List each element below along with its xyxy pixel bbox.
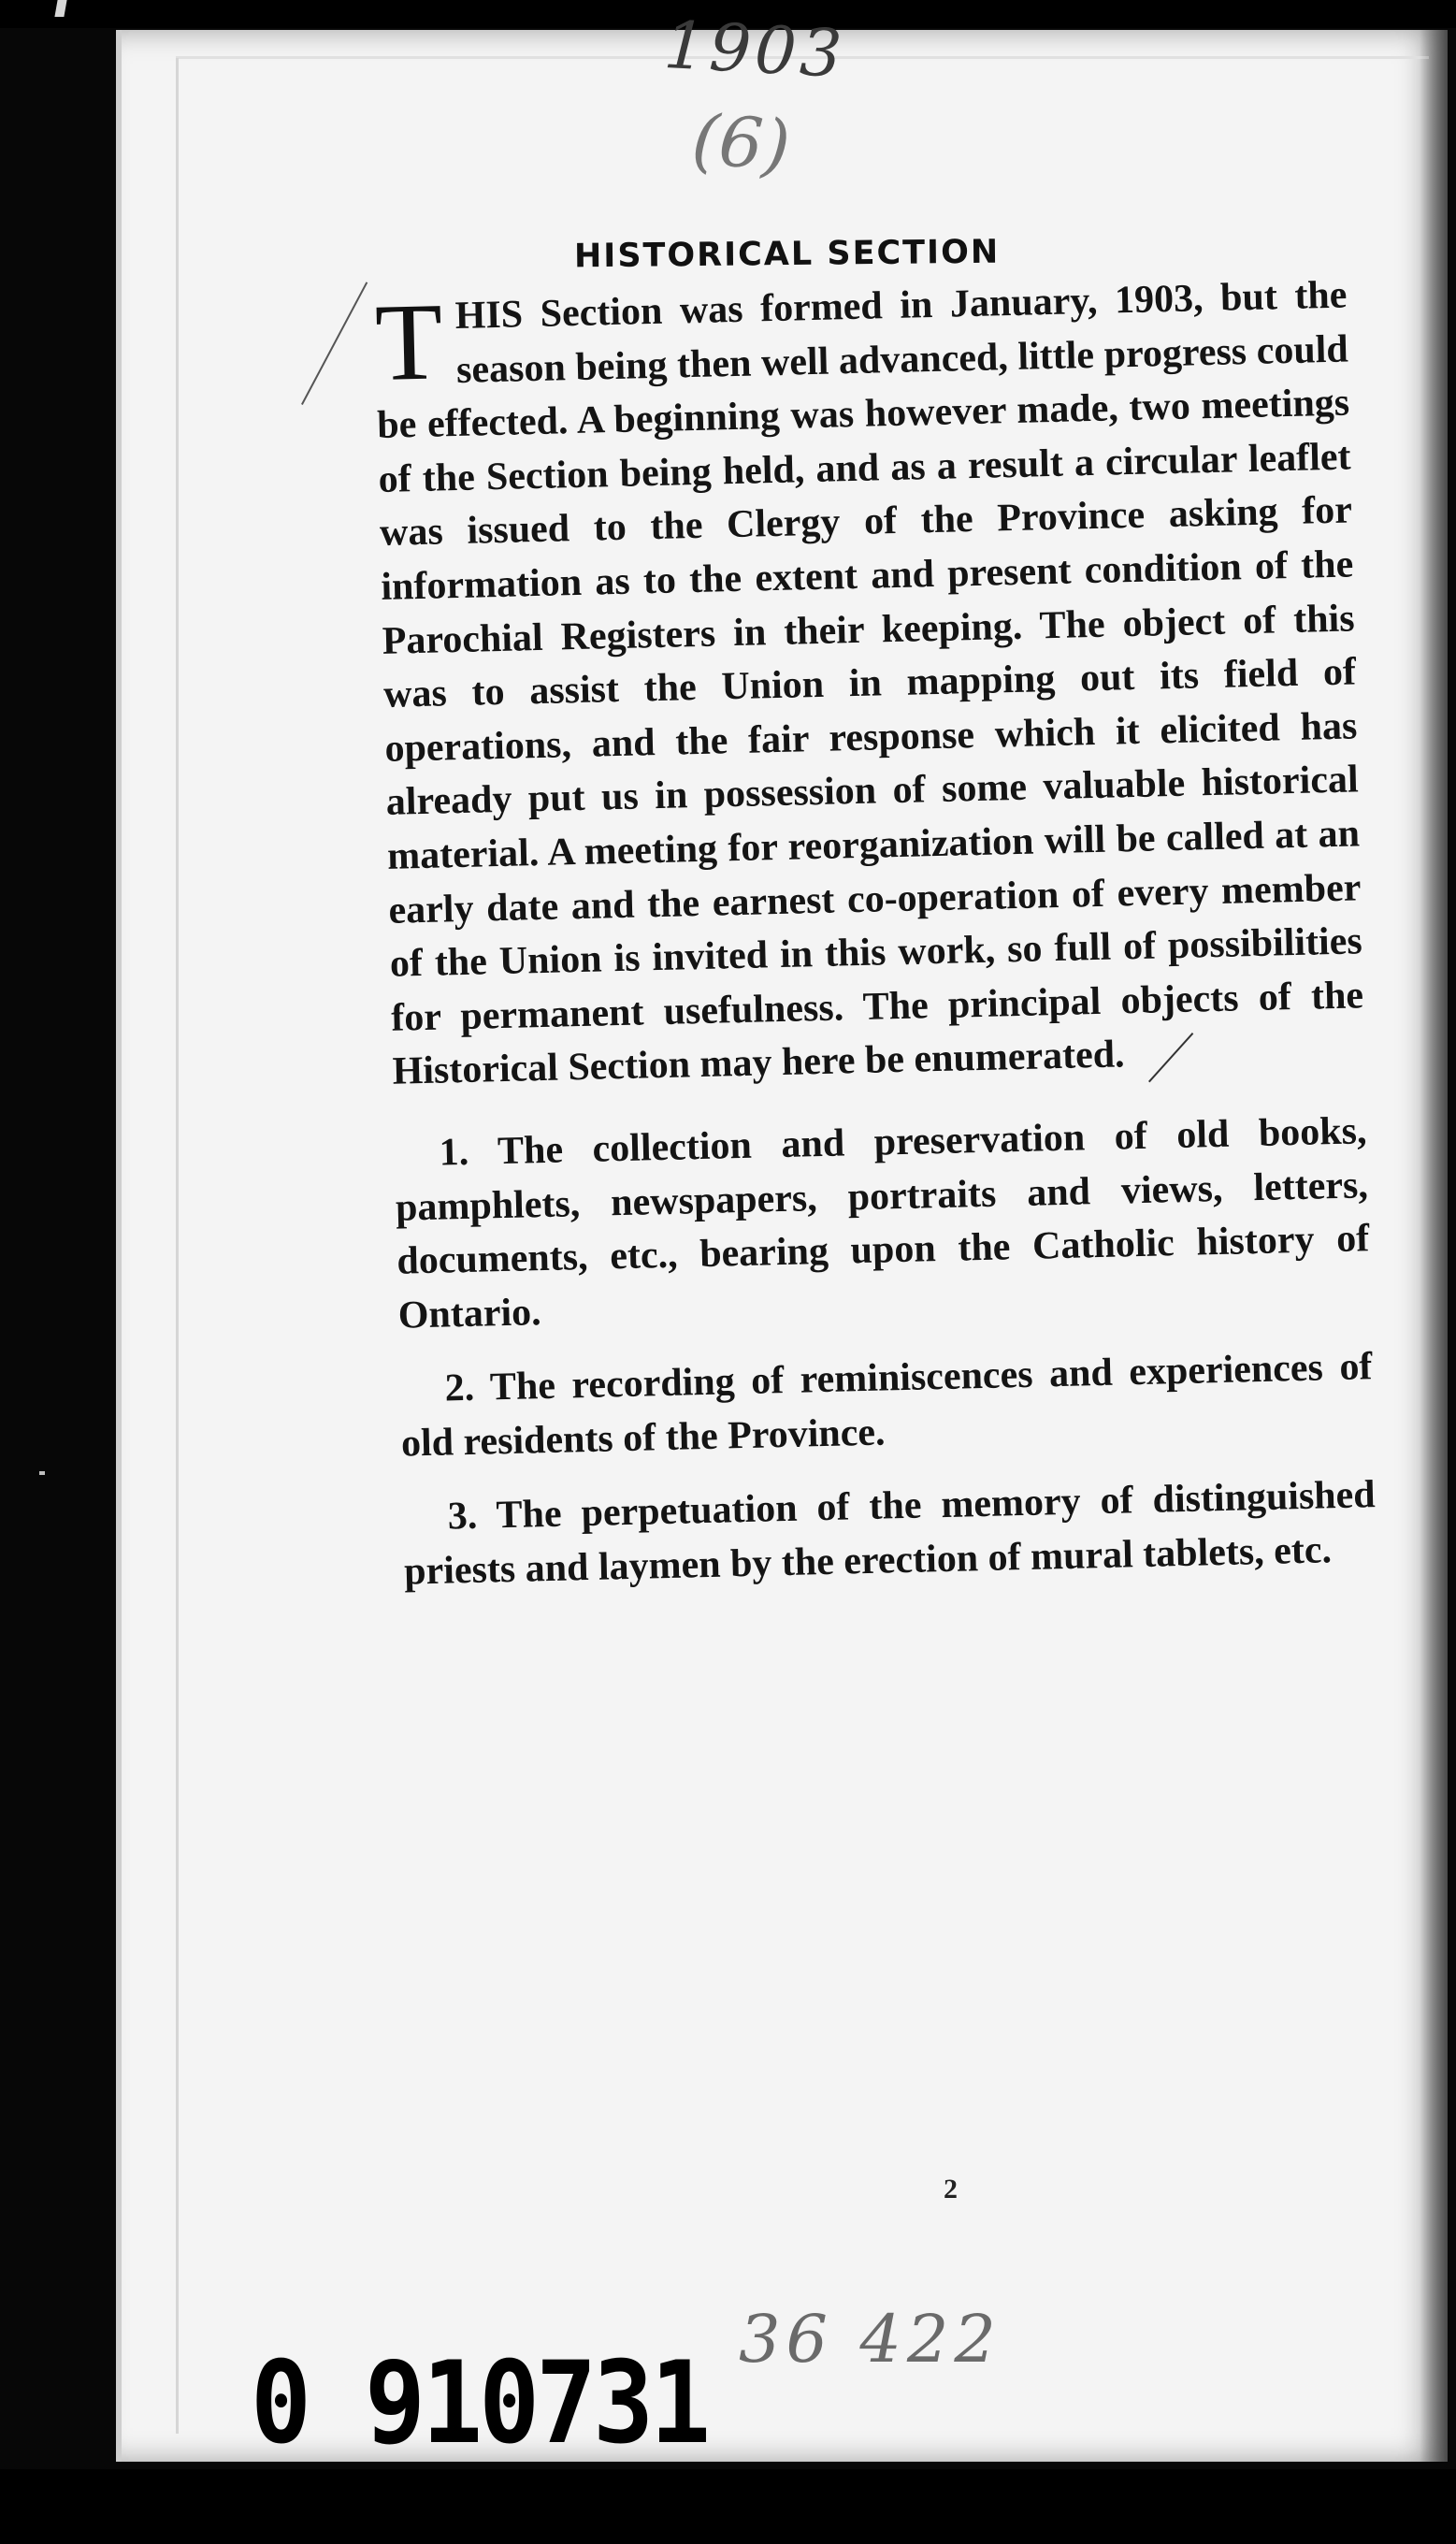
intro-paragraph — [374, 268, 1365, 1099]
page-fold-line — [176, 58, 179, 2434]
section-title: HISTORICAL SECTION — [573, 233, 1001, 276]
handwritten-item-number: (6) — [689, 99, 793, 187]
body-text — [374, 268, 1377, 1599]
page-number: 2 — [944, 2174, 958, 2204]
page-right-shadow — [1420, 30, 1448, 2462]
list-item: 2. The recording of reminiscences and experiences of old residents of the Province. — [400, 1345, 1373, 1466]
handwritten-reference: 36 422 — [739, 2301, 1002, 2378]
catalog-number: 0 910731 — [251, 2338, 708, 2469]
intro-text: HIS Section was formed in January, 1903, but the season being then well advanced, little progress could be effected. A beginning was however made, two meetings of the Section being held, and as a result a circular leaflet was issued to the Clergy of the Province asking for information as to the extent and present condition of the Parochial Registers in their keeping. The object of this was to assist the Union in mapping out its field of operations, and the fair response which it elicited has already put us in possession of some valuable historical material. A meeting for reorganization will be called at an early date and the earnest co-operation of every member of the Union is invited in this work, so full of possibilities for permanent usefulness. The principal objects of the Historical Section may here be enumerated. — [376, 273, 1364, 1094]
list-item: 1. The collection and preservation of old books, pamphlets, newspapers, portraits and views, letters, documents, etc., bearing upon the Catholic history of Ontario. — [395, 1109, 1370, 1337]
handwritten-year: 1903 — [661, 6, 848, 94]
objects-list — [394, 1105, 1377, 1599]
drop-cap: T — [373, 280, 444, 404]
scan-bottom-edge — [0, 2469, 1456, 2544]
list-item: 3. The perpetuation of the memory of distinguished priests and laymen by the erection of mural tablets, etc. — [403, 1473, 1377, 1594]
scan-speck — [39, 1471, 45, 1475]
